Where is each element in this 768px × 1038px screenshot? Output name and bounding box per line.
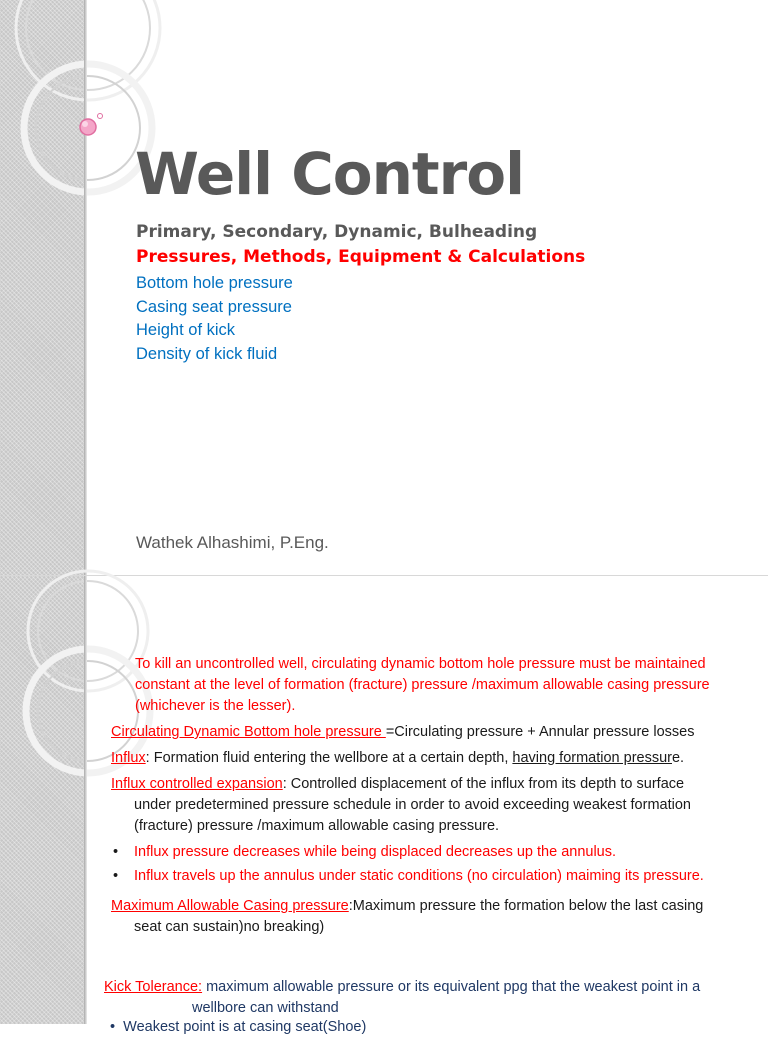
definition-underlined: having formation pressur [512,750,672,766]
intro-line: constant at the level of formation (fracture) pressure /maximum allowable casing pressure [135,677,710,693]
cutoff-line: • Weakest point is at casing seat(Shoe) [110,1019,367,1035]
intro-paragraph [135,654,710,717]
influx-definition [111,748,684,769]
term-influx: Influx [111,750,146,766]
definition-text: Maximum pressure the formation below the last casing [352,898,704,914]
pink-dot-icon [0,0,110,140]
definition-line: seat can sustain)no breaking) [134,919,325,935]
definition-text: Circulating pressure + Annular pressure losses [394,724,695,740]
definition-text: : Controlled displacement of the influx from its depth to surface [282,776,685,792]
definition-tail: e. [671,750,685,766]
bullet-text: Influx pressure decreases while being displaced decreases up the annulus. [134,844,617,860]
term-separator: = [385,724,395,740]
definition-text: maximum allowable pressure or its equivalent ppg that the weakest point in a [202,979,701,995]
macp-definition [111,896,703,938]
kick-tolerance-definition [104,977,700,1019]
topic-item: Casing seat pressure [136,297,292,316]
definition-line: (fracture) pressure /maximum allowable casing pressure. [134,818,500,834]
expansion-definition [111,774,691,837]
author-name: Wathek Alhashimi, P.Eng. [136,533,329,552]
intro-line: (whichever is the lesser). [135,698,296,714]
bullet-text: Influx travels up the annulus under static conditions (no circulation) maiming its pressure. [134,868,704,884]
topic-item: Height of kick [136,321,236,339]
definition-text: : Formation fluid entering the wellbore at a certain depth, [145,750,513,766]
bullet-icon: • [113,868,119,884]
topic-item: Bottom hole pressure [136,274,293,292]
circulating-definition [111,722,695,743]
slide-title: Well Control [135,140,524,208]
topic-list [136,272,293,366]
bullet-item [111,866,704,890]
intro-line: To kill an uncontrolled well, circulating dynamic bottom hole pressure must be maintained [135,656,706,672]
decorative-sidebar [0,576,84,1024]
influx-bullets [111,842,704,890]
sidebar-edge [84,576,87,1024]
term-expansion: Influx controlled expansion [111,776,283,792]
term-separator: : [348,898,353,914]
bullet-item [111,842,704,866]
subtitle-secondary: Pressures, Methods, Equipment & Calculations [136,247,586,267]
bullet-icon: • [113,844,119,860]
definition-line: wellbore can withstand [192,1000,339,1016]
subtitle-primary: Primary, Secondary, Dynamic, Bulheading [136,222,538,242]
definition-line: under predetermined pressure schedule in order to avoid exceeding weakest formation [134,797,691,813]
definitions-slide [0,576,768,1035]
term-macp: Maximum Allowable Casing pressure [111,898,349,914]
term-kick-tolerance: Kick Tolerance: [104,979,203,995]
cutoff-text: Weakest point is at casing seat(Shoe) [123,1019,367,1035]
topic-item: Density of kick fluid [136,344,278,363]
term-circulating: Circulating Dynamic Bottom hole pressure [111,724,386,740]
